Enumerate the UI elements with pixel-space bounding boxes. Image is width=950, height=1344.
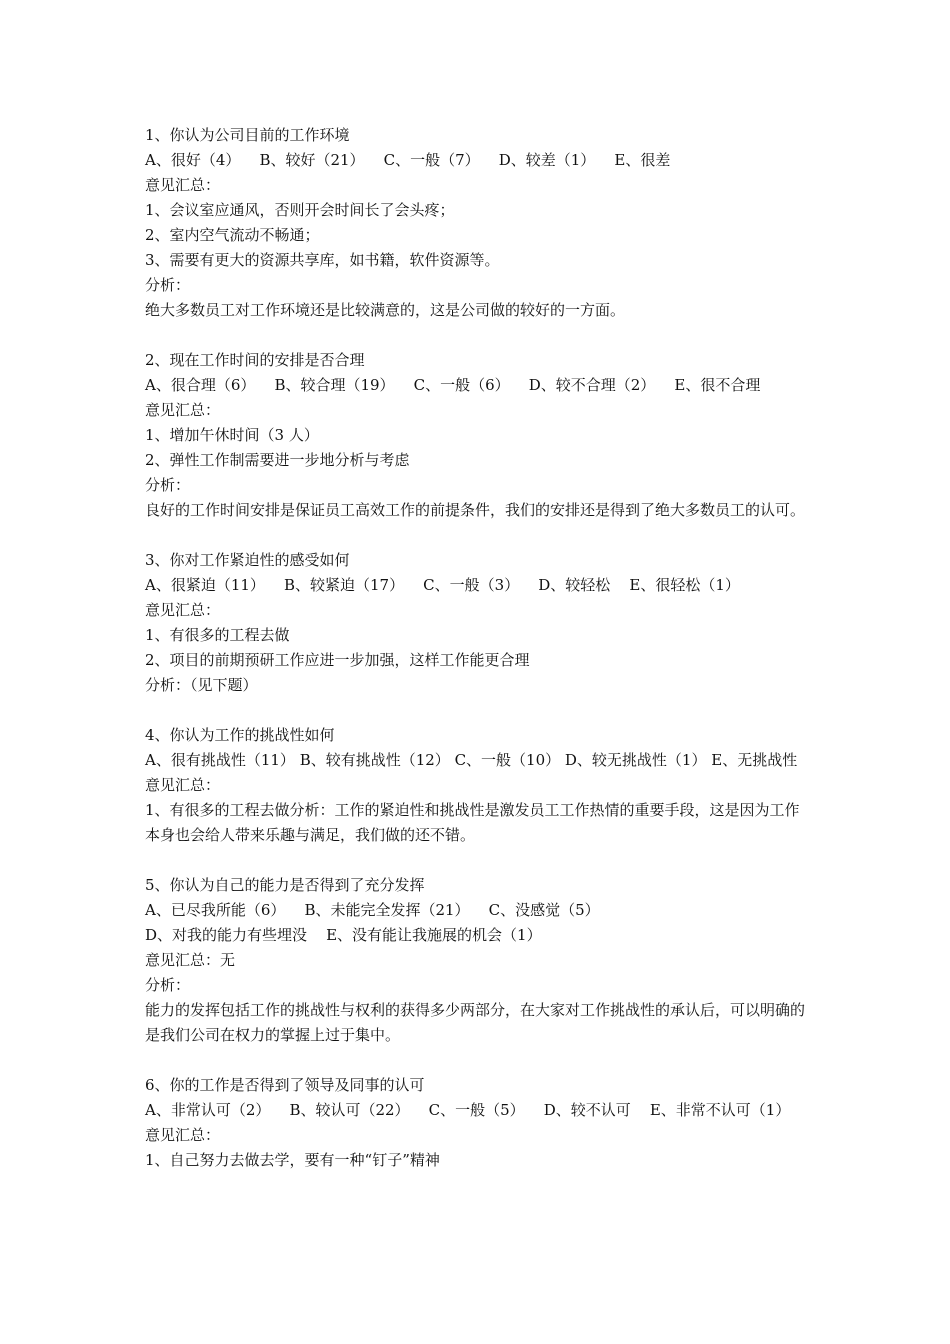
analysis-text-1: 绝大多数员工对工作环境还是比较满意的，这是公司做的较好的一方面。 [145,301,626,319]
survey-section-6 [145,1073,810,1173]
summary-label-1: 意见汇总： [145,176,221,194]
summary-item: 2、弹性工作制需要进一步地分析与考虑 [145,451,410,469]
summary-item: 1、有很多的工程去做 [145,626,290,644]
summary-label-4: 意见汇总： [145,776,221,794]
question-6: 6、你的工作是否得到了领导及同事的认可 [145,1076,425,1094]
survey-section-4 [145,723,810,848]
summary-label-3: 意见汇总： [145,601,221,619]
summary-item: 1、增加午休时间（3 人） [145,426,319,444]
analysis-label-1: 分析： [145,276,191,294]
summary-label-2: 意见汇总： [145,401,221,419]
analysis-label-5: 分析： [145,976,191,994]
summary-item: 1、会议室应通风，否则开会时间长了会头疼； [145,201,455,219]
question-1: 1、你认为公司目前的工作环境 [145,126,350,144]
summary-item: 2、项目的前期预研工作应进一步加强，这样工作能更合理 [145,651,530,669]
survey-section-3 [145,548,810,698]
survey-section-1 [145,123,810,323]
survey-section-5 [145,873,810,1048]
document-page [145,123,810,1173]
summary-item: 1、有很多的工程去做分析：工作的紧迫性和挑战性是激发员工工作热情的重要手段，这是因为工作本身也会给人带来乐趣与满足，我们做的还不错。 [145,801,800,844]
options-6: A、非常认可（2） B、较认可（22） C、一般（5） D、较不认可 E、非常不认可（1） [145,1101,791,1119]
options-1: A、很好（4） B、较好（21） C、一般（7） D、较差（1） E、很差 [145,151,671,169]
options-3: A、很紧迫（11） B、较紧迫（17） C、一般（3） D、较轻松 E、很轻松（1） [145,576,740,594]
summary-item: 2、室内空气流动不畅通； [145,226,320,244]
summary-label-5: 意见汇总：无 [145,951,236,969]
analysis-label-3: 分析：（见下题） [145,676,258,694]
options-5-line-2: D、对我的能力有些埋没 E、没有能让我施展的机会（1） [145,926,542,944]
options-4: A、很有挑战性（11） B、较有挑战性（12） C、一般（10） D、较无挑战性（1） E、无挑战性 [145,751,798,769]
summary-item: 1、自己努力去做去学，要有一种“钉子”精神 [145,1151,440,1169]
survey-section-2 [145,348,810,523]
question-3: 3、你对工作紧迫性的感受如何 [145,551,350,569]
summary-label-6: 意见汇总： [145,1126,221,1144]
analysis-label-2: 分析： [145,476,191,494]
question-4: 4、你认为工作的挑战性如何 [145,726,335,744]
analysis-text-5: 能力的发挥包括工作的挑战性与权利的获得多少两部分，在大家对工作挑战性的承认后，可以明确的是我们公司在权力的掌握上过于集中。 [145,1001,806,1044]
options-5-line-1: A、已尽我所能（6） B、未能完全发挥（21） C、没感觉（5） [145,901,600,919]
question-5: 5、你认为自己的能力是否得到了充分发挥 [145,876,425,894]
question-2: 2、现在工作时间的安排是否合理 [145,351,365,369]
summary-item: 3、需要有更大的资源共享库，如书籍，软件资源等。 [145,251,500,269]
analysis-text-2: 良好的工作时间安排是保证员工高效工作的前提条件，我们的安排还是得到了绝大多数员工的认可。 [145,501,806,519]
options-2: A、很合理（6） B、较合理（19） C、一般（6） D、较不合理（2） E、很不合理 [145,376,761,394]
